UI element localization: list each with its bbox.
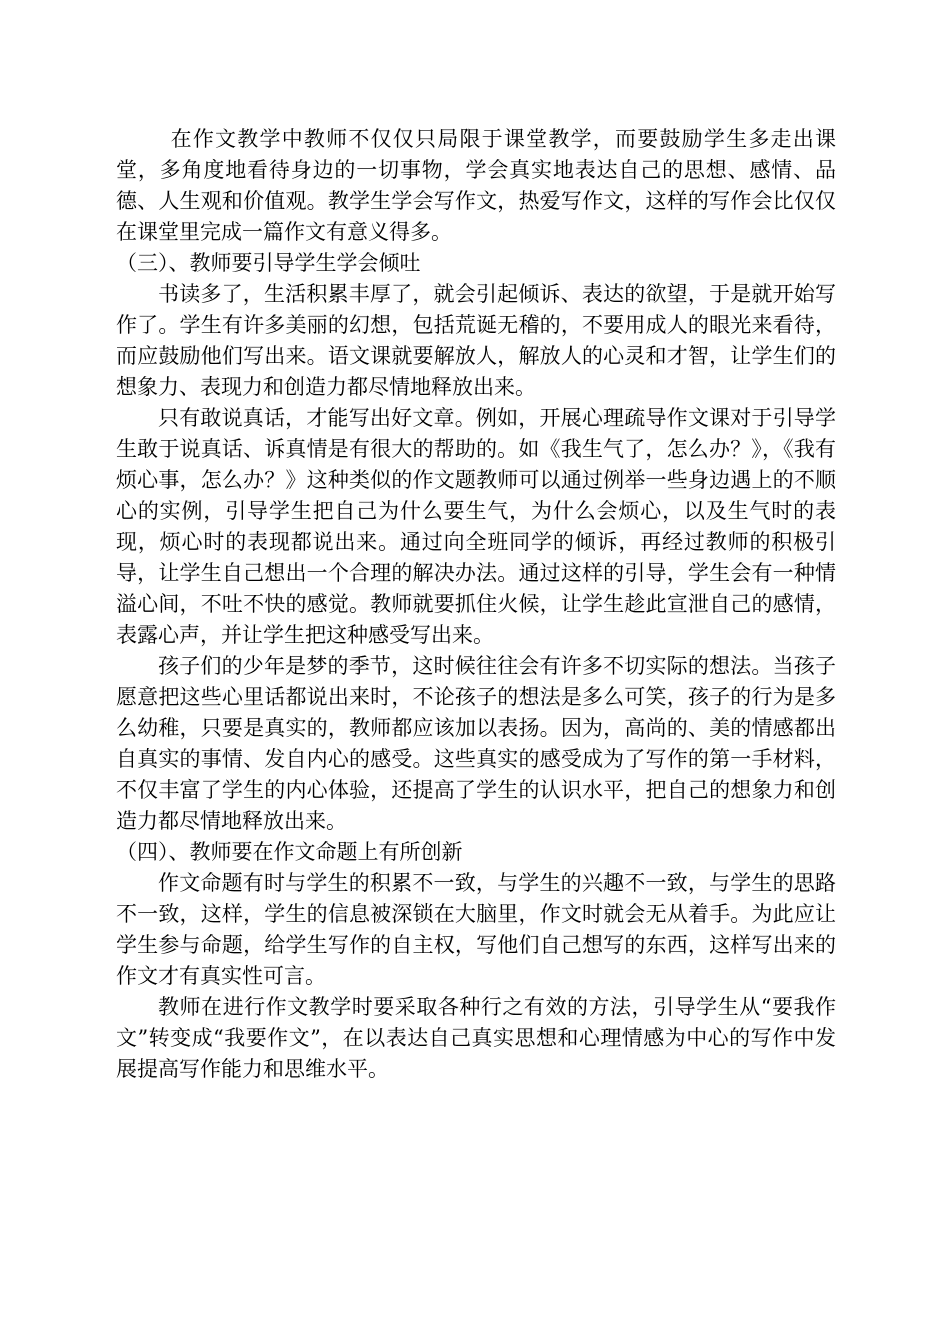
section-heading-3: （三）、教师要引导学生学会倾吐: [116, 251, 421, 275]
paragraph-3: 只有敢说真话，才能写出好文章。例如，开展心理疏导作文课对于引导学生敢于说真话、诉真情是有很大的帮助的。如《我生气了，怎么办？》，《我有烦心事，怎么办？》这种类似的作文题教师可以通过例举一些身边遇上的不顺心的实例，引导学生把自己为什么要生气，为什么会烦心，以及生气时的表现，烦心时的表现都说出来。通过向全班同学的倾诉，再经过教师的积极引导，让学生自己想出一个合理的解决办法。通过这样的引导，学生会有一种情溢心间，不吐不快的感觉。教师就要抓住火候，让学生趁此宣泄自己的感情，表露心声，并让学生把这种感受写出来。: [116, 406, 836, 647]
paragraph-1: 在作文教学中教师不仅仅只局限于课堂教学，而要鼓励学生多走出课堂，多角度地看待身边的一切事物，学会真实地表达自己的思想、感情、品德、人生观和价值观。教学生学会写作文，热爱写作文，这样的写作会比仅仅在课堂里完成一篇作文有意义得多。: [116, 127, 836, 244]
paragraph-2: 书读多了，生活积累丰厚了，就会引起倾诉、表达的欲望，于是就开始写作了。学生有许多美丽的幻想，包括荒诞无稽的，不要用成人的眼光来看待，而应鼓励他们写出来。语文课就要解放人，解放人的心灵和才智，让学生们的想象力、表现力和创造力都尽情地释放出来。: [116, 282, 836, 399]
paragraph-5: 作文命题有时与学生的积累不一致，与学生的兴趣不一致，与学生的思路不一致，这样，学生的信息被深锁在大脑里，作文时就会无从着手。为此应让学生参与命题，给学生写作的自主权，写他们自己想写的东西，这样写出来的作文才有真实性可言。: [116, 871, 836, 988]
section-heading-4: （四）、教师要在作文命题上有所创新: [116, 840, 463, 864]
paragraph-4: 孩子们的少年是梦的季节，这时候往往会有许多不切实际的想法。当孩子愿意把这些心里话都说出来时，不论孩子的想法是多么可笑，孩子的行为是多么幼稚，只要是真实的，教师都应该加以表扬。因为，高尚的、美的情感都出自真实的事情、发自内心的感受。这些真实的感受成为了写作的第一手材料，不仅丰富了学生的内心体验，还提高了学生的认识水平，把自己的想象力和创造力都尽情地释放出来。: [116, 654, 836, 833]
document-body: [116, 124, 836, 1085]
paragraph-6: 教师在进行作文教学时要采取各种行之有效的方法，引导学生从“要我作文”转变成“我要作文”，在以表达自己真实思想和心理情感为中心的写作中发展提高写作能力和思维水平。: [116, 995, 836, 1081]
